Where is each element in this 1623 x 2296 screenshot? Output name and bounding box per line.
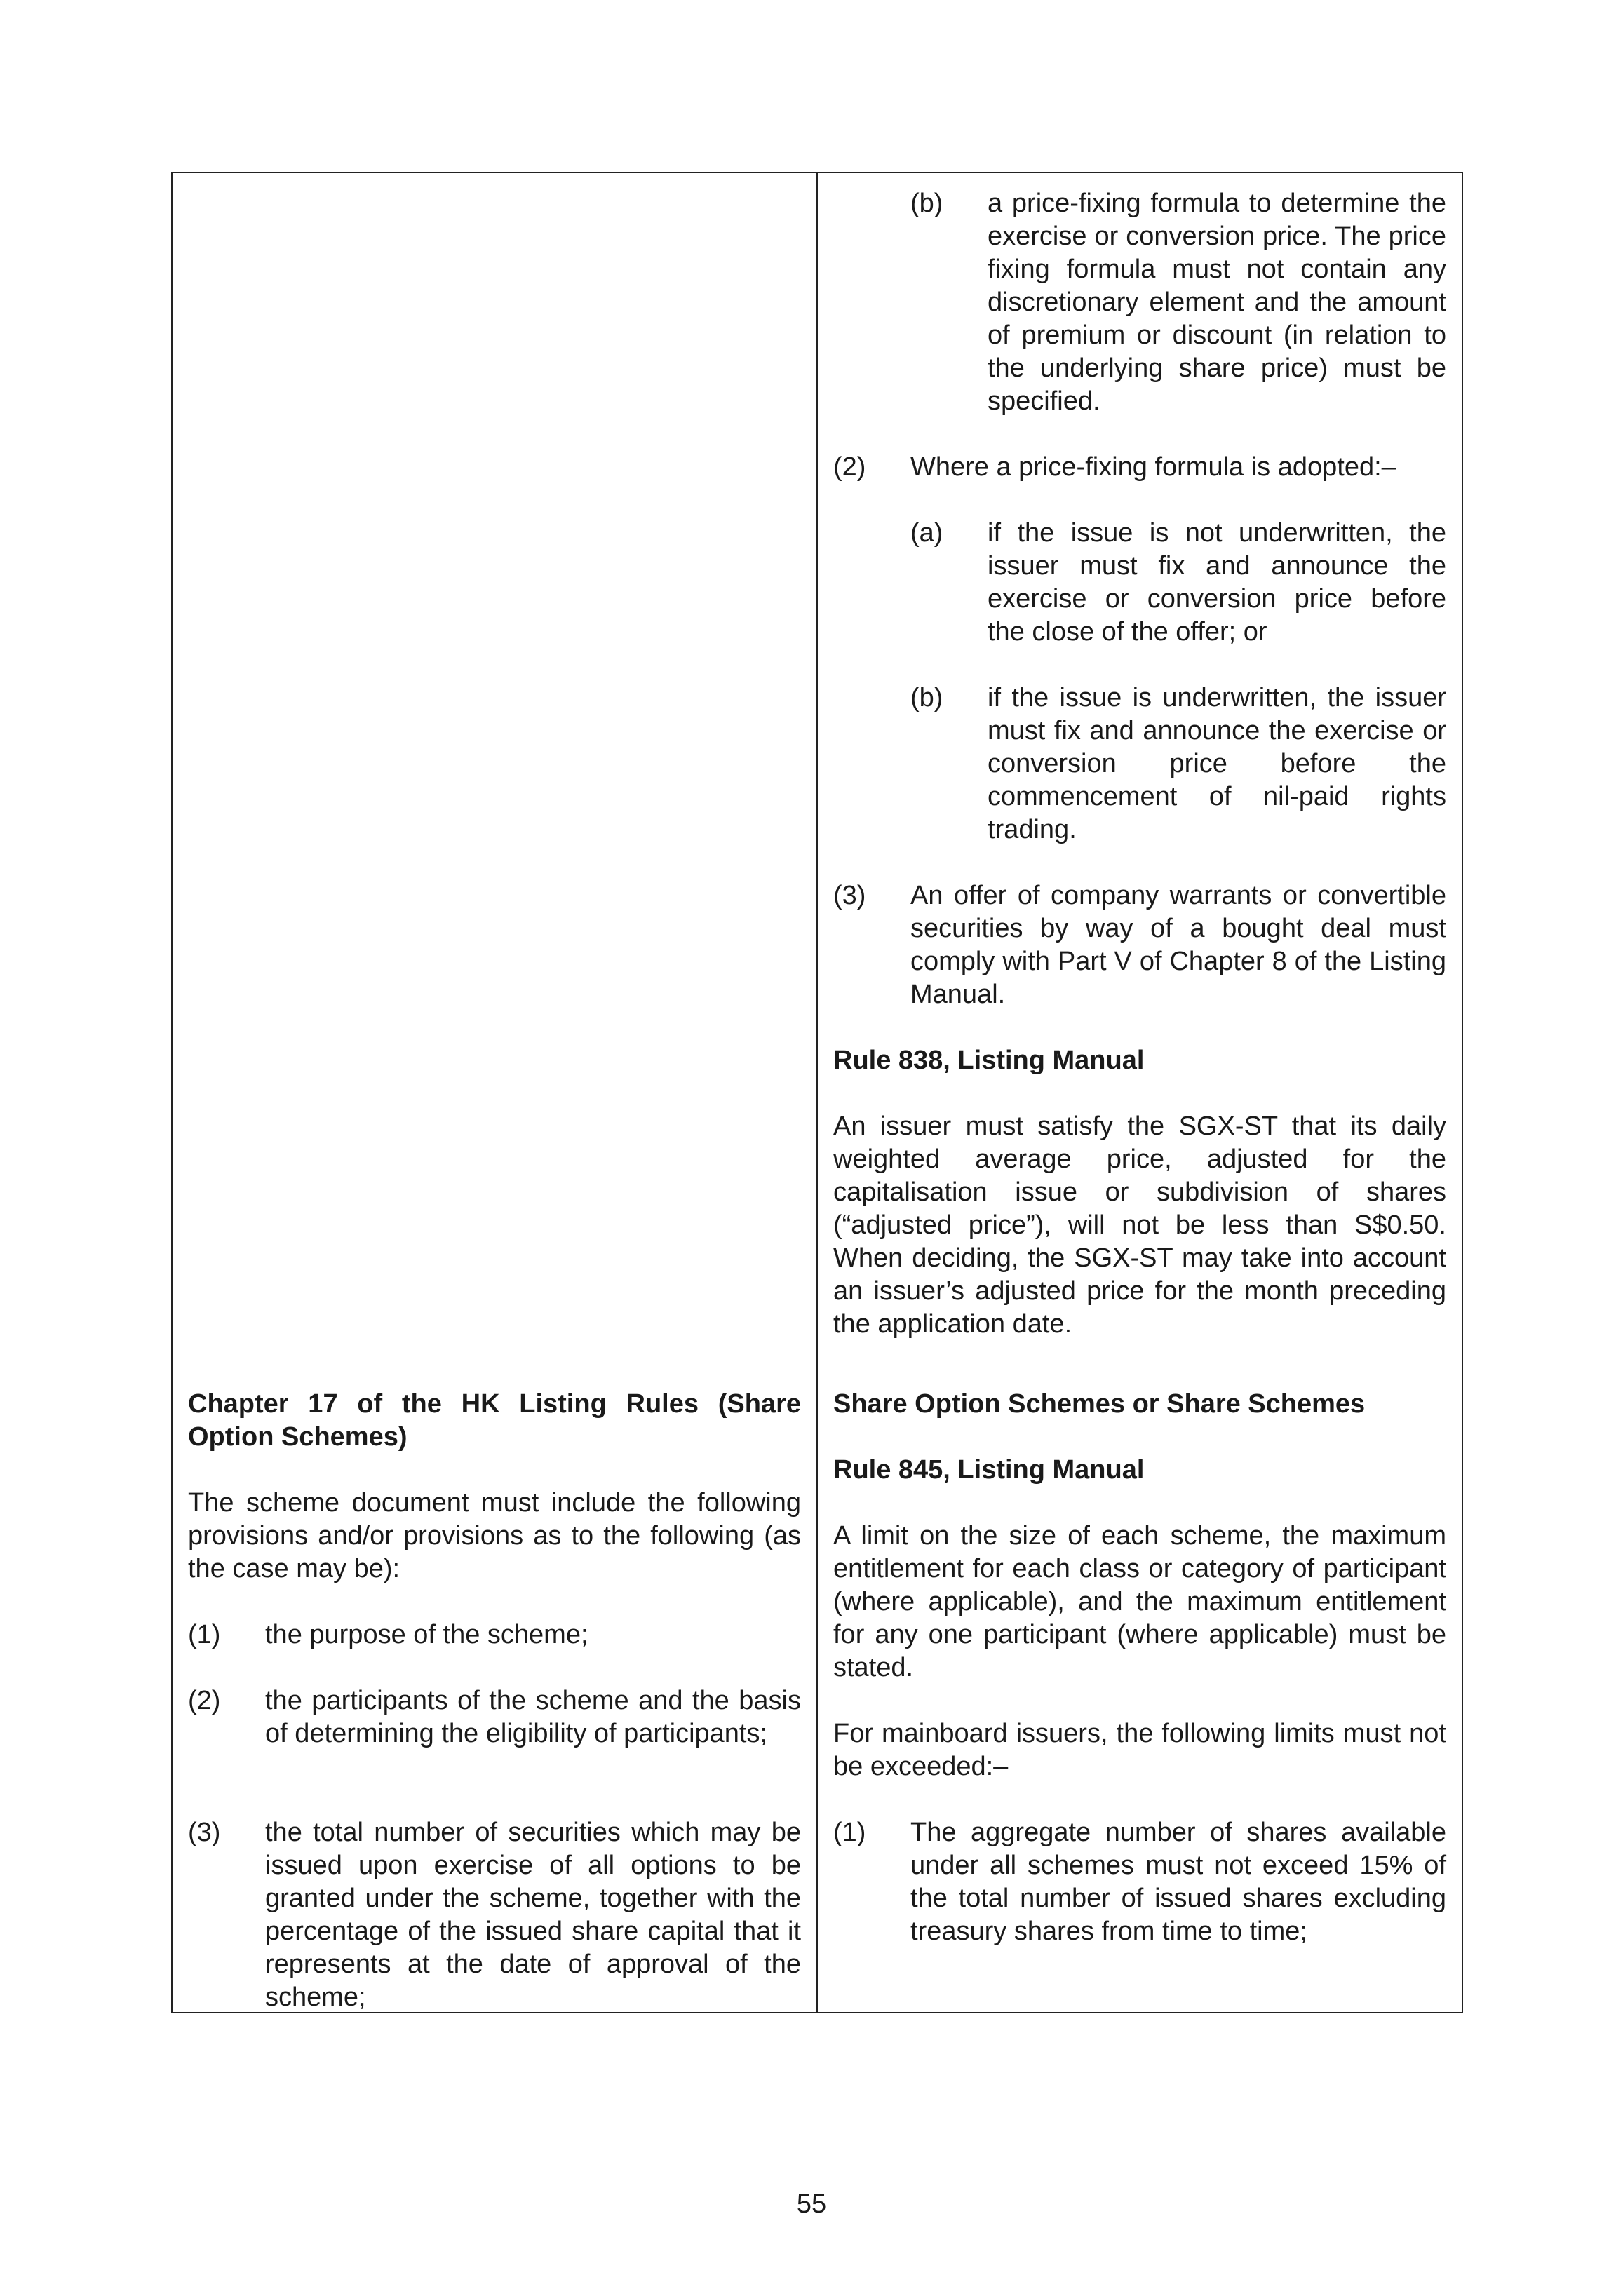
comparison-table — [171, 172, 1463, 2013]
list-item-number: (2) — [188, 1686, 221, 1715]
list-item — [833, 451, 1446, 484]
list-item — [188, 1684, 801, 1750]
schemes-heading: Share Option Schemes or Share Schemes — [833, 1389, 1366, 1419]
scheme-intro: The scheme document must include the following provisions and/or provisions as to the following (as the case may be): — [188, 1488, 801, 1583]
list-item-text: An offer of company warrants or convertible securities by way of a bought deal must comply with Part V of Chapter 8 of the Listing Manual. — [910, 881, 1446, 1009]
list-item-text: the purpose of the scheme; — [265, 1620, 588, 1649]
list-item-text: a price-fixing formula to determine the exercise or conversion price. The price fixing formula must not contain any discretionary element and the amount of premium or discount (in relation to the underlying share price) must be specified. — [988, 189, 1446, 416]
list-item — [833, 879, 1446, 1011]
mainboard-text: For mainboard issuers, the following limits must not be exceeded:– — [833, 1719, 1446, 1781]
list-item-text: the total number of securities which may be issued upon exercise of all options to be granted under the scheme, together with the percentage of the issued share capital that it represents at the date of approval of the scheme; — [265, 1818, 801, 2012]
rule-845-text: A limit on the size of each scheme, the maximum entitlement for each class or category of participant (where applicable), and the maximum entitlement for any one participant (where applicable) must be stated. — [833, 1521, 1446, 1682]
rule-838-text: An issuer must satisfy the SGX-ST that its daily weighted average price, adjusted for the capitalisation issue or subdivision of shares (“adjusted price”), will not be less than S$0.50. When deciding, the SGX-ST may take into account an issuer’s adjusted price for the month preceding the application date. — [833, 1112, 1446, 1339]
list-item-number: (2) — [833, 452, 866, 482]
list-item-number: (3) — [188, 1818, 221, 1847]
page-number: 55 — [796, 2189, 827, 2219]
list-item-text: Where a price-fixing formula is adopted:– — [910, 452, 1396, 482]
list-item — [833, 682, 1446, 846]
right-column — [818, 173, 1462, 2012]
list-item — [188, 1619, 801, 1652]
list-item-number: (a) — [910, 518, 943, 548]
rule-838-heading: Rule 838, Listing Manual — [833, 1046, 1145, 1075]
list-item-number: (3) — [833, 881, 866, 910]
list-item-text: the participants of the scheme and the basis of determining the eligibility of participants; — [265, 1686, 801, 1748]
list-item — [833, 517, 1446, 649]
list-item-number: (b) — [910, 189, 943, 218]
list-item-text: if the issue is underwritten, the issuer must fix and announce the exercise or conversion price before the commencement of nil-paid rights trading. — [988, 683, 1446, 844]
list-item — [833, 1816, 1446, 1948]
list-item — [833, 187, 1446, 418]
left-column — [173, 173, 816, 2012]
chapter-17-heading: Chapter 17 of the HK Listing Rules (Share Option Schemes) — [188, 1389, 801, 1452]
list-item-number: (1) — [833, 1818, 866, 1847]
list-item-text: The aggregate number of shares available under all schemes must not exceed 15% of the total number of issued shares excluding treasury shares from time to time; — [910, 1818, 1446, 1946]
rule-845-heading: Rule 845, Listing Manual — [833, 1455, 1145, 1485]
list-item-number: (b) — [910, 683, 943, 713]
list-item-number: (1) — [188, 1620, 221, 1649]
list-item-text: if the issue is not underwritten, the issuer must fix and announce the exercise or conversion price before the close of the offer; or — [988, 518, 1446, 647]
list-item — [188, 1816, 801, 2014]
